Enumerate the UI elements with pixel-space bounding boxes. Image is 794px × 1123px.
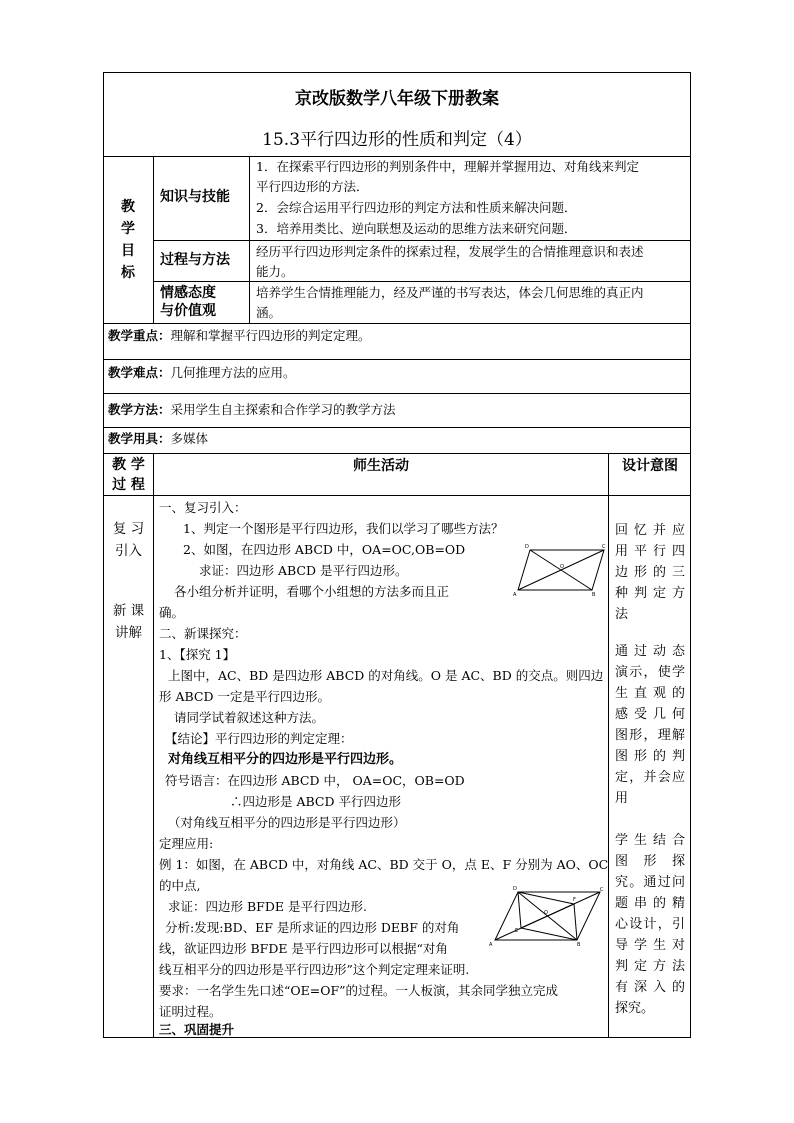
tools-row [108, 430, 208, 448]
activity-line: 分析:发现:BD、EF 是所求证的四边形 DEBF 的对角 [165, 920, 460, 935]
knowledge-line: 2．会综合运用平行四边形的判定方法和性质来解决问题． [256, 200, 577, 215]
activity-line: 确。 [159, 605, 185, 620]
activity-line: 形 ABCD 一定是平行四边形。 [159, 689, 330, 704]
tools-text: 多媒体 [170, 431, 209, 446]
activity-line: 2、如图，在四边形 ABCD 中，OA=OC,OB=OD [183, 542, 466, 557]
intent-line: 感受几何 [615, 707, 685, 722]
intent-line: 法 [615, 607, 629, 622]
knowledge-line: 3．培养用类比、逆向联想及运动的思维方法来研究问题． [256, 221, 577, 236]
process-line: 能力。 [256, 264, 294, 279]
knowledge-label: 知识与技能 [160, 189, 230, 205]
figure2-label: E [515, 928, 519, 934]
intent-line: 演示，使学 [615, 665, 685, 680]
table-line [103, 323, 691, 324]
figure-parallelogram-1 [512, 541, 612, 599]
activity-line: 各小组分析并证明，看哪个小组想的方法多而且正 [174, 584, 450, 599]
figure2-label: F [573, 897, 576, 903]
difficulty-row [108, 364, 296, 382]
process-label: 过程与方法 [160, 252, 230, 268]
activity-line: 的中点, [159, 878, 201, 893]
difficulty-label: 教学难点： [108, 365, 171, 380]
activity-line: 求证：四边形 ABCD 是平行四边形。 [199, 563, 408, 578]
stage-review-line: 复 习 [112, 521, 145, 537]
objectives-category [104, 196, 152, 284]
table-line [103, 393, 691, 394]
intent-line: 用 [615, 791, 629, 806]
activity-line: 符号语言：在四边形 ABCD 中， OA=OC，OB=OD [165, 773, 465, 788]
intent-block-2 [615, 641, 685, 809]
attitude-label: 与价值观 [160, 303, 216, 319]
figure1-label: D [525, 544, 529, 550]
figure1-label: C [602, 544, 606, 550]
activity-line: 1、【探究 1】 [159, 647, 236, 662]
method-row [108, 401, 396, 419]
intent-line: 回忆并应 [615, 523, 685, 538]
intent-line: 通过动态 [615, 644, 685, 659]
table-line [103, 359, 691, 360]
intent-line: 图 形 探 [615, 854, 685, 869]
activity-line: 一、复习引入： [159, 500, 247, 515]
intent-line: 边形的三 [615, 565, 685, 580]
process-header-line: 过 程 [112, 477, 145, 493]
method-text: 采用学生自主探索和合作学习的教学方法 [170, 402, 396, 417]
intent-line: 图形，理解 [615, 728, 685, 743]
intent-line: 学生结合 [615, 833, 685, 848]
stage-new-line: 讲解 [115, 625, 142, 641]
category-char: 学 [121, 221, 135, 237]
theorem-statement: 对角线互相平分的四边形是平行四边形。 [168, 752, 403, 767]
key-point-label: 教学重点： [108, 328, 171, 343]
intent-line: 究。通过问 [615, 875, 685, 890]
attitude-line: 涵。 [256, 305, 282, 320]
intent-line: 判定方法 [615, 959, 685, 974]
activity-line: 线互相平分的四边形是平行四边形”这个判定定理来证明. [159, 962, 470, 977]
activity-line: 【结论】平行四边形的判定定理： [165, 731, 353, 746]
intent-line: 导学生对 [615, 938, 685, 953]
activity-line: 1、判定一个图形是平行四边形，我们以学习了哪些方法？ [183, 521, 504, 536]
table-line [103, 453, 691, 454]
difficulty-text: 几何推理方法的应用。 [170, 365, 296, 380]
intent-line: 心设计，引 [615, 917, 685, 932]
document-title: 京改版数学八年级下册教案 [295, 89, 499, 109]
figure1-label: A [513, 592, 517, 598]
lesson-title: 15.3平行四边形的性质和判定（4） [262, 130, 532, 150]
intent-header: 设计意图 [622, 458, 678, 474]
stage-review [104, 518, 153, 562]
activity-line: 线，欲证四边形 BFDE 是平行四边形可以根据“对角 [159, 941, 448, 956]
activity-line: ∴四边形是 ABCD 平行四边形 [230, 794, 401, 809]
intent-line: 生直观的 [615, 686, 685, 701]
activity-line: 例 1：如图，在 ABCD 中，对角线 AC、BD 交于 O，点 E、F 分别为 AO、OC [159, 857, 609, 872]
attitude-label: 情感态度 [160, 285, 216, 301]
activity-line: 定理应用: [159, 836, 214, 851]
intent-block-1 [615, 520, 685, 625]
figure1-label: B [592, 592, 596, 598]
table-line [153, 453, 154, 1038]
intent-line: 题串的精 [615, 896, 685, 911]
tools-label: 教学用具： [108, 431, 171, 446]
intent-line: 有深入的 [615, 980, 685, 995]
table-line [153, 281, 691, 282]
category-char: 教 [121, 199, 135, 215]
figure2-label: A [489, 942, 493, 947]
category-char: 标 [121, 265, 135, 281]
intent-line: 用平行四 [615, 544, 685, 559]
table-line [103, 495, 691, 496]
figure2-label: B [577, 942, 581, 947]
figure2-label: C [600, 887, 604, 893]
activity-line: 请同学试着叙述这种方法。 [174, 710, 325, 725]
table-line [153, 240, 691, 241]
activities-header: 师生活动 [353, 458, 409, 474]
table-line [249, 156, 250, 323]
activity-line: （对角线互相平分的四边形是平行四边形） [168, 815, 406, 830]
activity-line: 证明过程。 [159, 1004, 222, 1019]
category-char: 目 [121, 243, 135, 259]
attitude-line: 培养学生合情推理能力，经及严谨的书写表达，体会几何思维的真正内 [256, 285, 644, 300]
intent-line: 种判定方 [615, 586, 685, 601]
figure2-label: O [544, 910, 548, 916]
key-point-row [108, 327, 371, 345]
process-line: 经历平行四边形判定条件的探索过程，发展学生的合情推理意识和表述 [256, 244, 644, 259]
intent-line: 定，并会应 [615, 770, 685, 785]
figure-parallelogram-2 [480, 885, 608, 947]
intent-block-3 [615, 830, 685, 1019]
figure2-label: D [513, 886, 517, 892]
activity-line: 求证：四边形 BFDE 是平行四边形. [168, 899, 367, 914]
stage-new-line: 新 课 [112, 603, 145, 619]
figure1-label: O [560, 564, 564, 570]
stage-review-line: 引入 [115, 543, 142, 559]
method-label: 教学方法： [108, 402, 171, 417]
intent-line: 探究。 [615, 1001, 655, 1016]
table-line [103, 427, 691, 428]
knowledge-line: 平行四边形的方法． [256, 179, 369, 194]
stage-new [104, 600, 153, 644]
table-line [103, 156, 691, 157]
intent-line: 图形的判 [615, 749, 685, 764]
activity-line: 上图中，AC、BD 是四边形 ABCD 的对角线。O 是 AC、BD 的交点。则四边 [168, 668, 604, 683]
table-line [153, 156, 154, 323]
key-point-text: 理解和掌握平行四边形的判定定理。 [170, 328, 371, 343]
activity-line: 三、巩固提升 [159, 1022, 235, 1037]
activity-line: 二、新课探究： [159, 626, 247, 641]
activity-line: 要求：一名学生先口述“OE=OF”的过程。一人板演，其余同学独立完成 [159, 983, 559, 998]
process-header-line: 教 学 [112, 457, 145, 473]
knowledge-line: 1．在探索平行四边形的判别条件中，理解并掌握用边、对角线来判定 [256, 159, 639, 174]
